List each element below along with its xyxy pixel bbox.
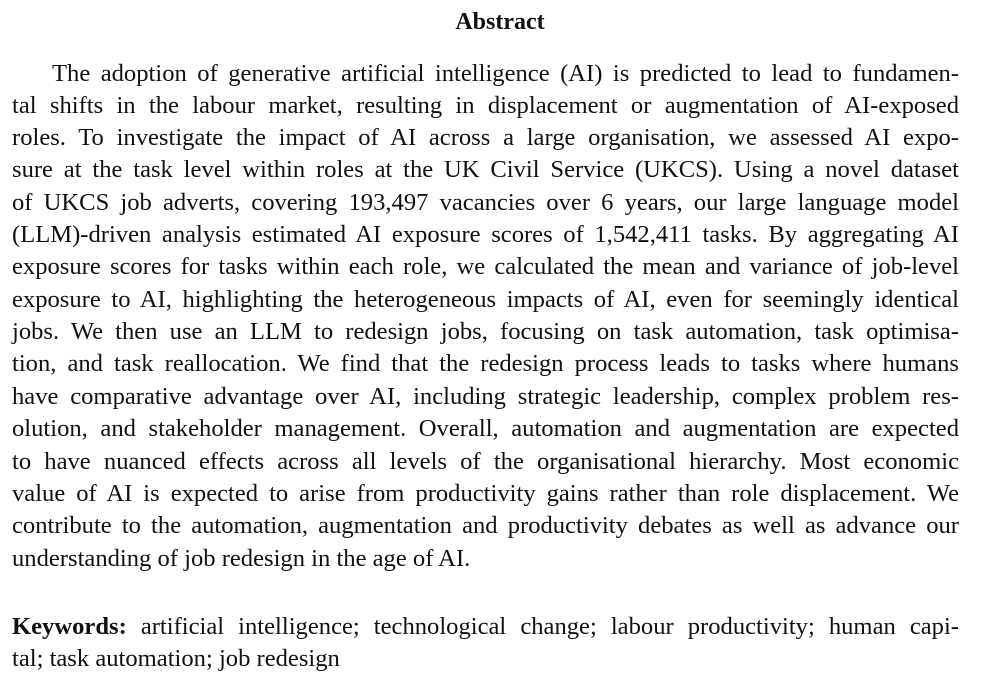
- keywords-line: [12, 611, 959, 643]
- abstract-line: contribute to the automation, augmentation and productivity debates as well as advance our: [12, 512, 959, 539]
- abstract-line: tal shifts in the labour market, resulting in displacement or augmentation of AI-exposed: [12, 92, 959, 119]
- abstract-line: have comparative advantage over AI, including strategic leadership, complex problem res-: [12, 383, 959, 410]
- abstract-line: value of AI is expected to arise from productivity gains rather than role displacement. We: [12, 480, 959, 507]
- abstract-line: of UKCS job adverts, covering 193,497 vacancies over 6 years, our large language model: [12, 189, 959, 216]
- abstract-line: (LLM)-driven analysis estimated AI exposure scores of 1,542,411 tasks. By aggregating AI: [12, 221, 959, 248]
- keywords-text: artificial intelligence; technological change; labour productivity; human capi-: [140, 613, 959, 640]
- abstract-line: The adoption of generative artificial intelligence (AI) is predicted to lead to fundamen-: [52, 60, 959, 87]
- abstract-line: exposure to AI, highlighting the heterogeneous impacts of AI, even for seemingly identical: [12, 286, 959, 313]
- keywords-label: Keywords:: [12, 613, 127, 640]
- abstract-line: jobs. We then use an LLM to redesign jobs, focusing on task automation, task optimisa-: [12, 318, 959, 345]
- abstract-line: tion, and task reallocation. We find that the redesign process leads to tasks where humans: [12, 350, 959, 377]
- abstract-line: understanding of job redesign in the age of AI.: [12, 545, 471, 572]
- abstract-line: exposure scores for tasks within each role, we calculated the mean and variance of job-level: [12, 253, 959, 280]
- abstract-line: to have nuanced effects across all levels of the organisational hierarchy. Most economic: [12, 448, 959, 475]
- keywords-line-continued: tal; task automation; job redesign: [12, 645, 340, 672]
- abstract-line: olution, and stakeholder management. Overall, automation and augmentation are expected: [12, 415, 959, 442]
- abstract-line: sure at the task level within roles at the UK Civil Service (UKCS). Using a novel dataset: [12, 156, 959, 183]
- abstract-heading: Abstract: [455, 9, 545, 35]
- abstract-line: roles. To investigate the impact of AI across a large organisation, we assessed AI expo-: [12, 124, 959, 151]
